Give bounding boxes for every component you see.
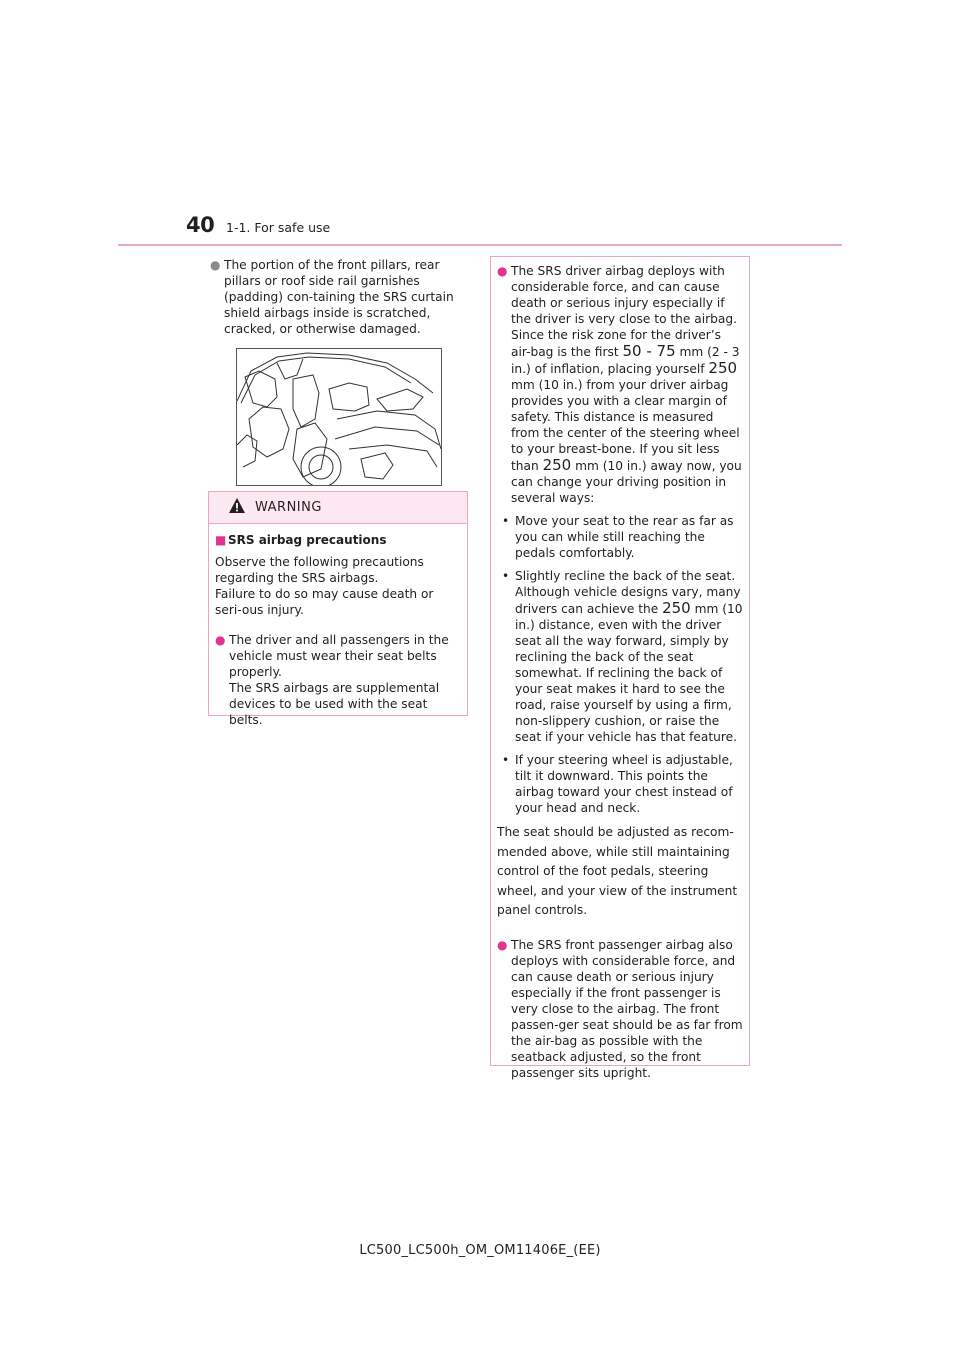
- warning-title: WARNING: [255, 500, 322, 515]
- circle-bullet-icon: ●: [210, 258, 221, 272]
- text-run: mm (10 in.) from your driver airbag provides you with a clear margin of safety. This distance is measured from the center of the steering wheel to your breast-bone. If you sit less than: [511, 378, 740, 473]
- sub-list-item: [497, 513, 743, 561]
- bullet-text-continued: The SRS airbags are supplemental devices to be used with the seat belts.: [229, 681, 440, 727]
- list-item: [210, 257, 472, 337]
- car-interior-drawing: [237, 349, 441, 485]
- text-run: Slightly recline the back of the seat. Although vehicle designs vary, many drivers can achieve the: [515, 569, 741, 616]
- circle-bullet-icon: ●: [215, 633, 226, 647]
- bullet-text: The portion of the front pillars, rear pillars or roof side rail garnishes (padding) con-taining the SRS curtain shield airbags inside is scratched, cracked, or otherwise damaged.: [224, 258, 454, 336]
- bullet-text: The SRS front passenger airbag also deploys with considerable force, and can cause death or serious injury especially if the front passenger is very close to the airbag. The front passen-ger seat should be as far from the air-bag as possible with the seatback adjusted, so the front passenger sits upright.: [511, 937, 743, 1080]
- list-item: [497, 263, 743, 506]
- page-number: 40: [186, 213, 215, 237]
- dot-bullet-icon: •: [502, 569, 510, 583]
- sub-item-text: Move your seat to the rear as far as you can while still reaching the pedals comfortably.: [515, 514, 734, 560]
- left-column: [210, 257, 472, 337]
- text-run: Since the risk zone for the driver’s air-bag is the first: [511, 328, 722, 359]
- warning-continued-box: [490, 256, 750, 1080]
- curtain-airbag-illustration: [236, 348, 442, 486]
- text-run: mm (10 in.) away now, you can change your driving position in several ways:: [511, 459, 742, 505]
- warning-box: [208, 491, 468, 727]
- paragraph: The seat should be adjusted as recom-mended above, while still maintaining control of the foot pedals, steering wheel, and your view of the instrument panel controls.: [497, 825, 738, 917]
- dot-bullet-icon: •: [502, 514, 510, 528]
- sub-item-text: If your steering wheel is adjustable, tilt it downward. This points the airbag toward your chest instead of your head and neck.: [515, 753, 733, 815]
- circle-bullet-icon: ●: [497, 264, 508, 278]
- text-run: 250: [662, 599, 691, 617]
- section-title: 1-1. For safe use: [226, 220, 331, 235]
- bullet-text: The SRS driver airbag deploys with considerable force, and can cause death or serious injury especially if the driver is very close to the airbag.: [511, 264, 737, 326]
- text-run: 250: [708, 359, 738, 377]
- text-run: mm (2 - 3 in.) of inflation, placing yourself: [511, 345, 740, 376]
- list-item: [497, 937, 743, 1081]
- dot-bullet-icon: •: [502, 753, 510, 767]
- list-item: [215, 632, 461, 728]
- text-run: mm (10 in.) distance, even with the driver seat all the way forward, simply by reclining the back of the seat somewhat. If reclining the back of your seat makes it hard to see the road, raise yourself by using a firm, non-slippery cushion, or raise the seat if your vehicle has that feature.: [515, 602, 743, 744]
- text-run: 50 - 75: [622, 342, 676, 360]
- bullet-text-continued: [511, 327, 743, 506]
- header-rule: [118, 244, 842, 246]
- circle-bullet-icon: ●: [497, 937, 508, 952]
- square-bullet-icon: ■: [215, 533, 227, 547]
- warning-triangle-icon: [228, 497, 246, 515]
- warning-intro: Observe the following precautions regarding the SRS airbags.: [215, 555, 424, 585]
- warning-subheading: [215, 532, 461, 548]
- footer-code: LC500_LC500h_OM_OM11406E_(EE): [359, 1243, 601, 1258]
- text-run: 250: [542, 456, 572, 474]
- sub-list-item: [497, 752, 743, 816]
- sub-list-item: [497, 568, 743, 745]
- bullet-text: The driver and all passengers in the vehicle must wear their seat belts properly.: [229, 633, 449, 679]
- subheading-text: SRS airbag precautions: [228, 533, 387, 547]
- warning-body: [209, 524, 467, 728]
- warning-intro-2: Failure to do so may cause death or seri-ous injury.: [215, 587, 434, 617]
- warning-header: [209, 492, 467, 524]
